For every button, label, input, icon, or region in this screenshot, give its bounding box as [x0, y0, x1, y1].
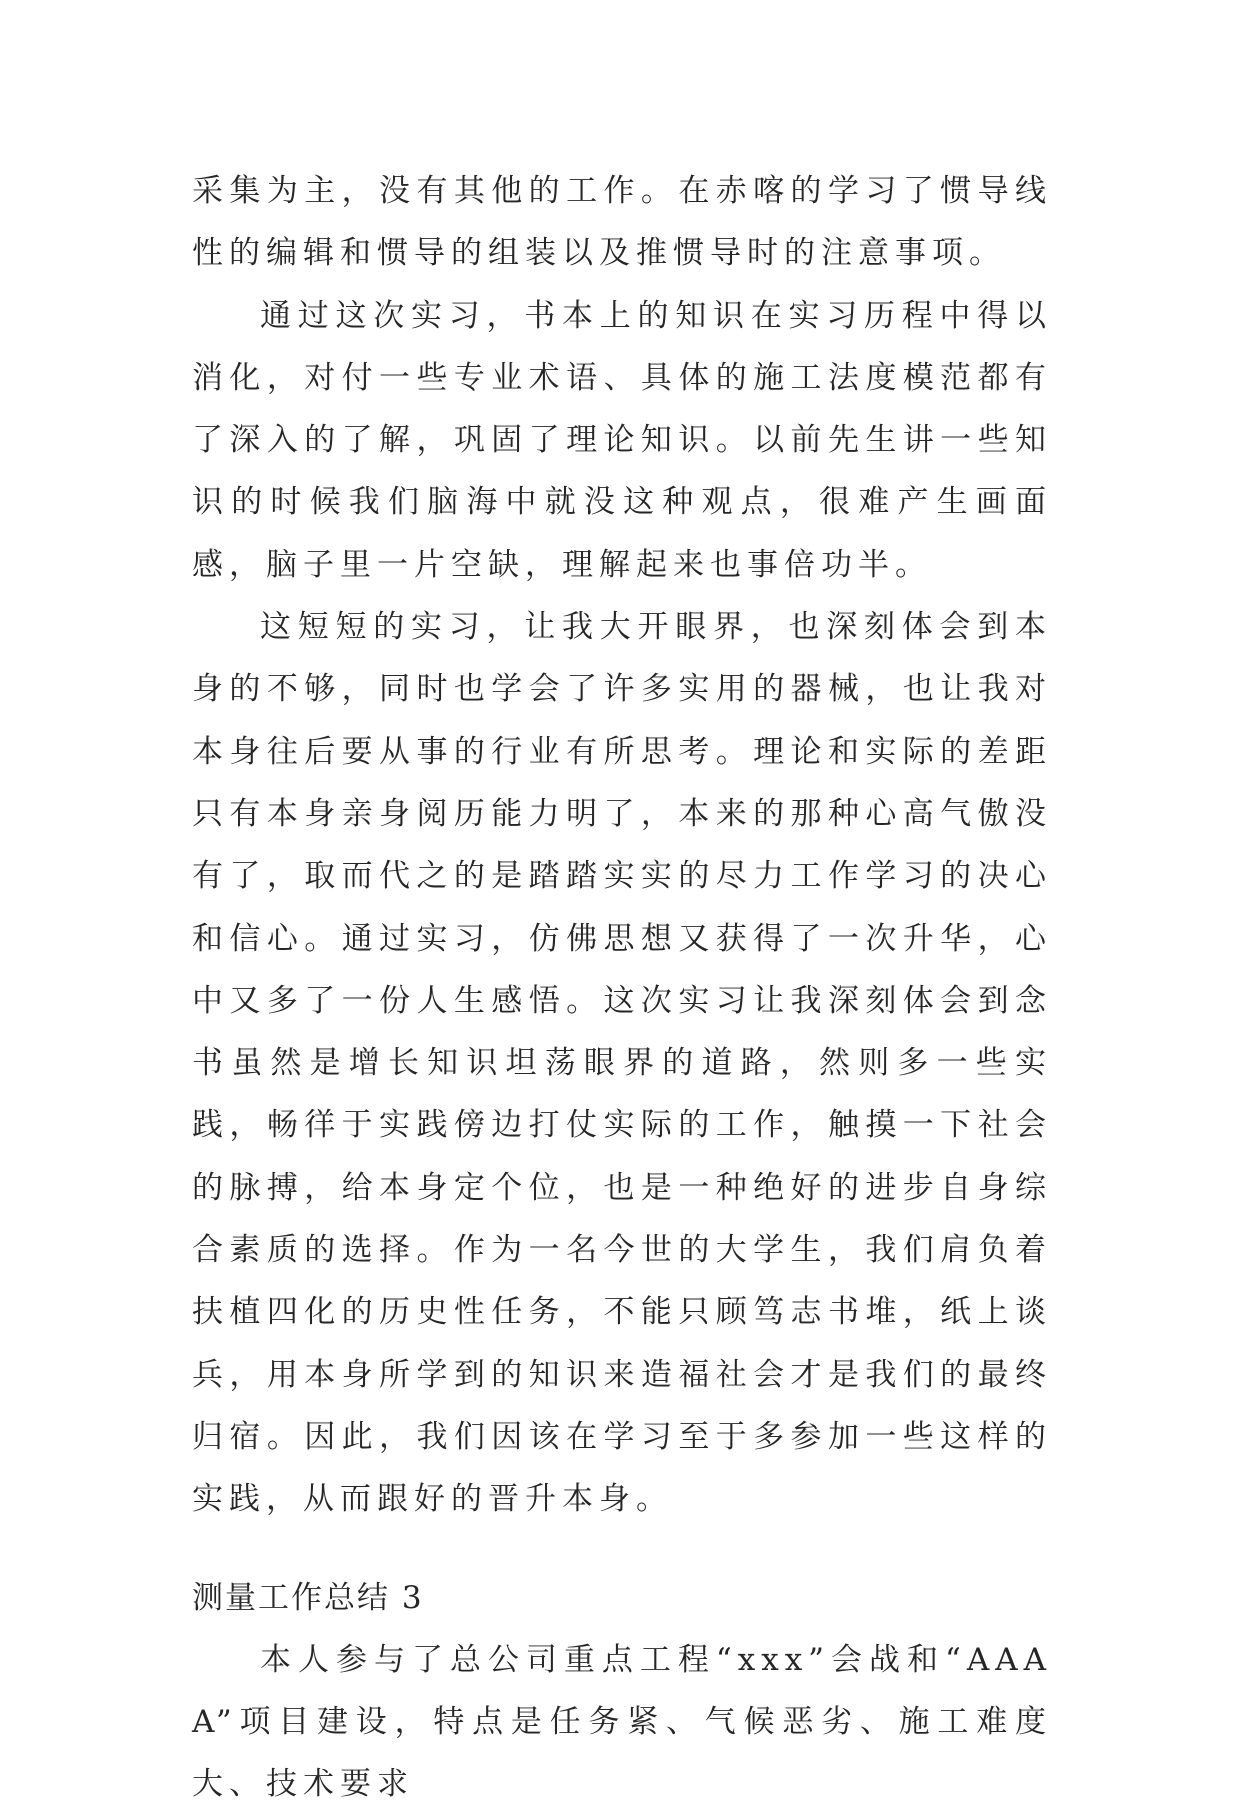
paragraph-section-intro: 本人参与了总公司重点工程“xxx”会战和“AAAA”项目建设，特点是任务紧、气候恶劣、施工难度大、技术要求: [192, 1641, 1052, 1803]
paragraph-continued: 采集为主，没有其他的工作。在赤喀的学习了惯导线性的编辑和惯导的组装以及推惯导时的注意事项。: [192, 173, 1052, 272]
document-body: [192, 160, 1052, 1816]
paragraph-internship-reflection: 这短短的实习，让我大开眼界，也深刻体会到本身的不够，同时也学会了许多实用的器械，也让我对本身往后要从事的行业有所思考。理论和实际的差距只有本身亲身阅历能力明了，本来的那种心高气傲没有了，取而代之的是踏踏实实的尽力工作学习的决心和信心。通过实习，仿佛思想又获得了一次升华，心中又多了一份人生感悟。这次实习让我深刻体会到念书虽然是增长知识坦荡眼界的道路，然则多一些实践，畅徉于实践傍边打仗实际的工作，触摸一下社会的脉搏，给本身定个位，也是一种绝好的进步自身综合素质的选择。作为一名今世的大学生，我们肩负着扶植四化的历史性任务，不能只顾笃志书堆，纸上谈兵，用本身所学到的知识来造福社会才是我们的最终归宿。因此，我们因该在学习至于多参加一些这样的实践，从而跟好的晋升本身。: [192, 609, 1052, 1518]
paragraph-internship-knowledge: 通过这次实习，书本上的知识在实习历程中得以消化，对付一些专业术语、具体的施工法度模范都有了深入的了解，巩固了理论知识。以前先生讲一些知识的时候我们脑海中就没这种观点，很难产生画面感，脑子里一片空缺，理解起来也事倍功半。: [192, 297, 1052, 583]
section-title: 测量工作总结 3: [192, 1579, 424, 1616]
